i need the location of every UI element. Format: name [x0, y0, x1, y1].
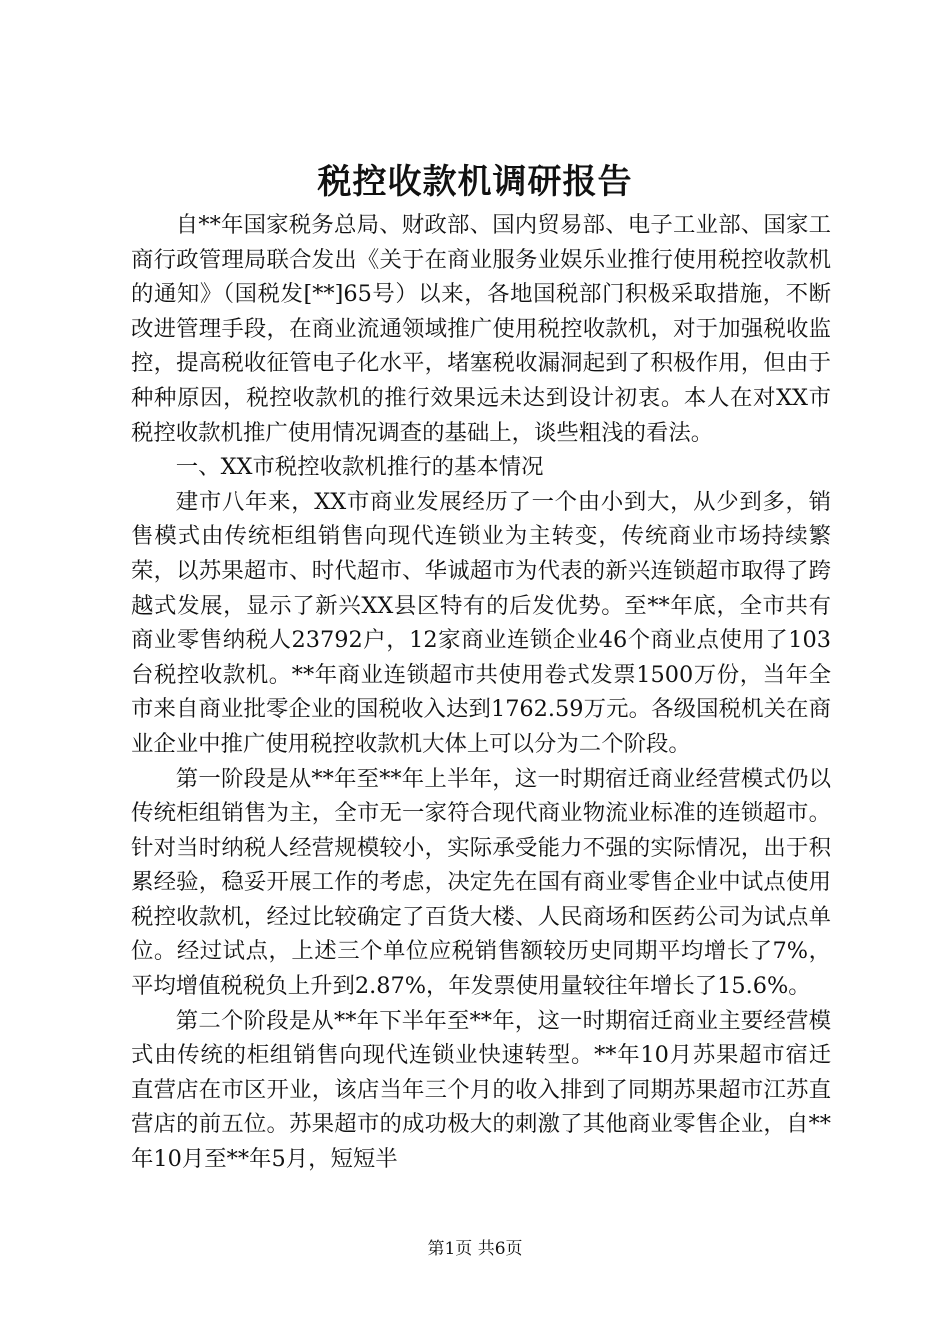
section-heading: 一、XX市税控收款机推行的基本情况 — [175, 454, 544, 481]
paragraph-overview: 建市八年来，XX市商业发展经历了一个由小到大，从少到多，销售模式由传统柜组销售向现代连锁业为主转变，传统商业市场持续繁荣，以苏果超市、时代超市、华诚超市为代表的新兴连锁超市取得了跨越式发展，显示了新兴XX县区特有的后发优势。至**年底，全市共有商业零售纳税人23792户，12家商业连锁企业46个商业点使用了103台税控收款机。**年商业连锁超市共使用卷式发票1500万份，当年全市来自商业批零企业的国税收入达到1762.59万元。各级国税机关在商业企业中推广使用税控收款机大体上可以分为二个阶段。 — [131, 488, 831, 757]
page-footer: 第1页 共6页 — [427, 1239, 523, 1259]
document-body — [131, 208, 831, 1177]
paragraph-intro: 自**年国家税务总局、财政部、国内贸易部、电子工业部、国家工商行政管理局联合发出《关于在商业服务业娱乐业推行使用税控收款机的通知》（国税发[**]65号）以来，各地国税部门积极采取措施，不断改进管理手段，在商业流通领域推广使用税控收款机，对于加强税收监控，提高税收征管电子化水平，堵塞税收漏洞起到了积极作用，但由于种种原因，税控收款机的推行效果远未达到设计初衷。本人在对XX市税控收款机推广使用情况调查的基础上，谈些粗浅的看法。 — [131, 212, 831, 446]
paragraph-stage-one: 第一阶段是从**年至**年上半年，这一时期宿迁商业经营模式仍以传统柜组销售为主，全市无一家符合现代商业物流业标准的连锁超市。针对当时纳税人经营规模较小，实际承受能力不强的实际情况，出于积累经验，稳妥开展工作的考虑，决定先在国有商业零售企业中试点使用税控收款机，经过比较确定了百货大楼、人民商场和医药公司为试点单位。经过试点，上述三个单位应税销售额较历史同期平均增长了7%，平均增值税税负上升到2.87%，年发票使用量较往年增长了15.6%。 — [131, 765, 831, 1000]
paragraph-stage-two: 第二个阶段是从**年下半年至**年，这一时期宿迁商业主要经营模式由传统的柜组销售向现代连锁业快速转型。**年10月苏果超市宿迁直营店在市区开业，该店当年三个月的收入排到了同期苏果超市江苏直营店的前五位。苏果超市的成功极大的刺激了其他商业零售企业，自**年10月至**年5月，短短半 — [131, 1007, 831, 1173]
document-title: 税控收款机调研报告 — [317, 162, 633, 202]
